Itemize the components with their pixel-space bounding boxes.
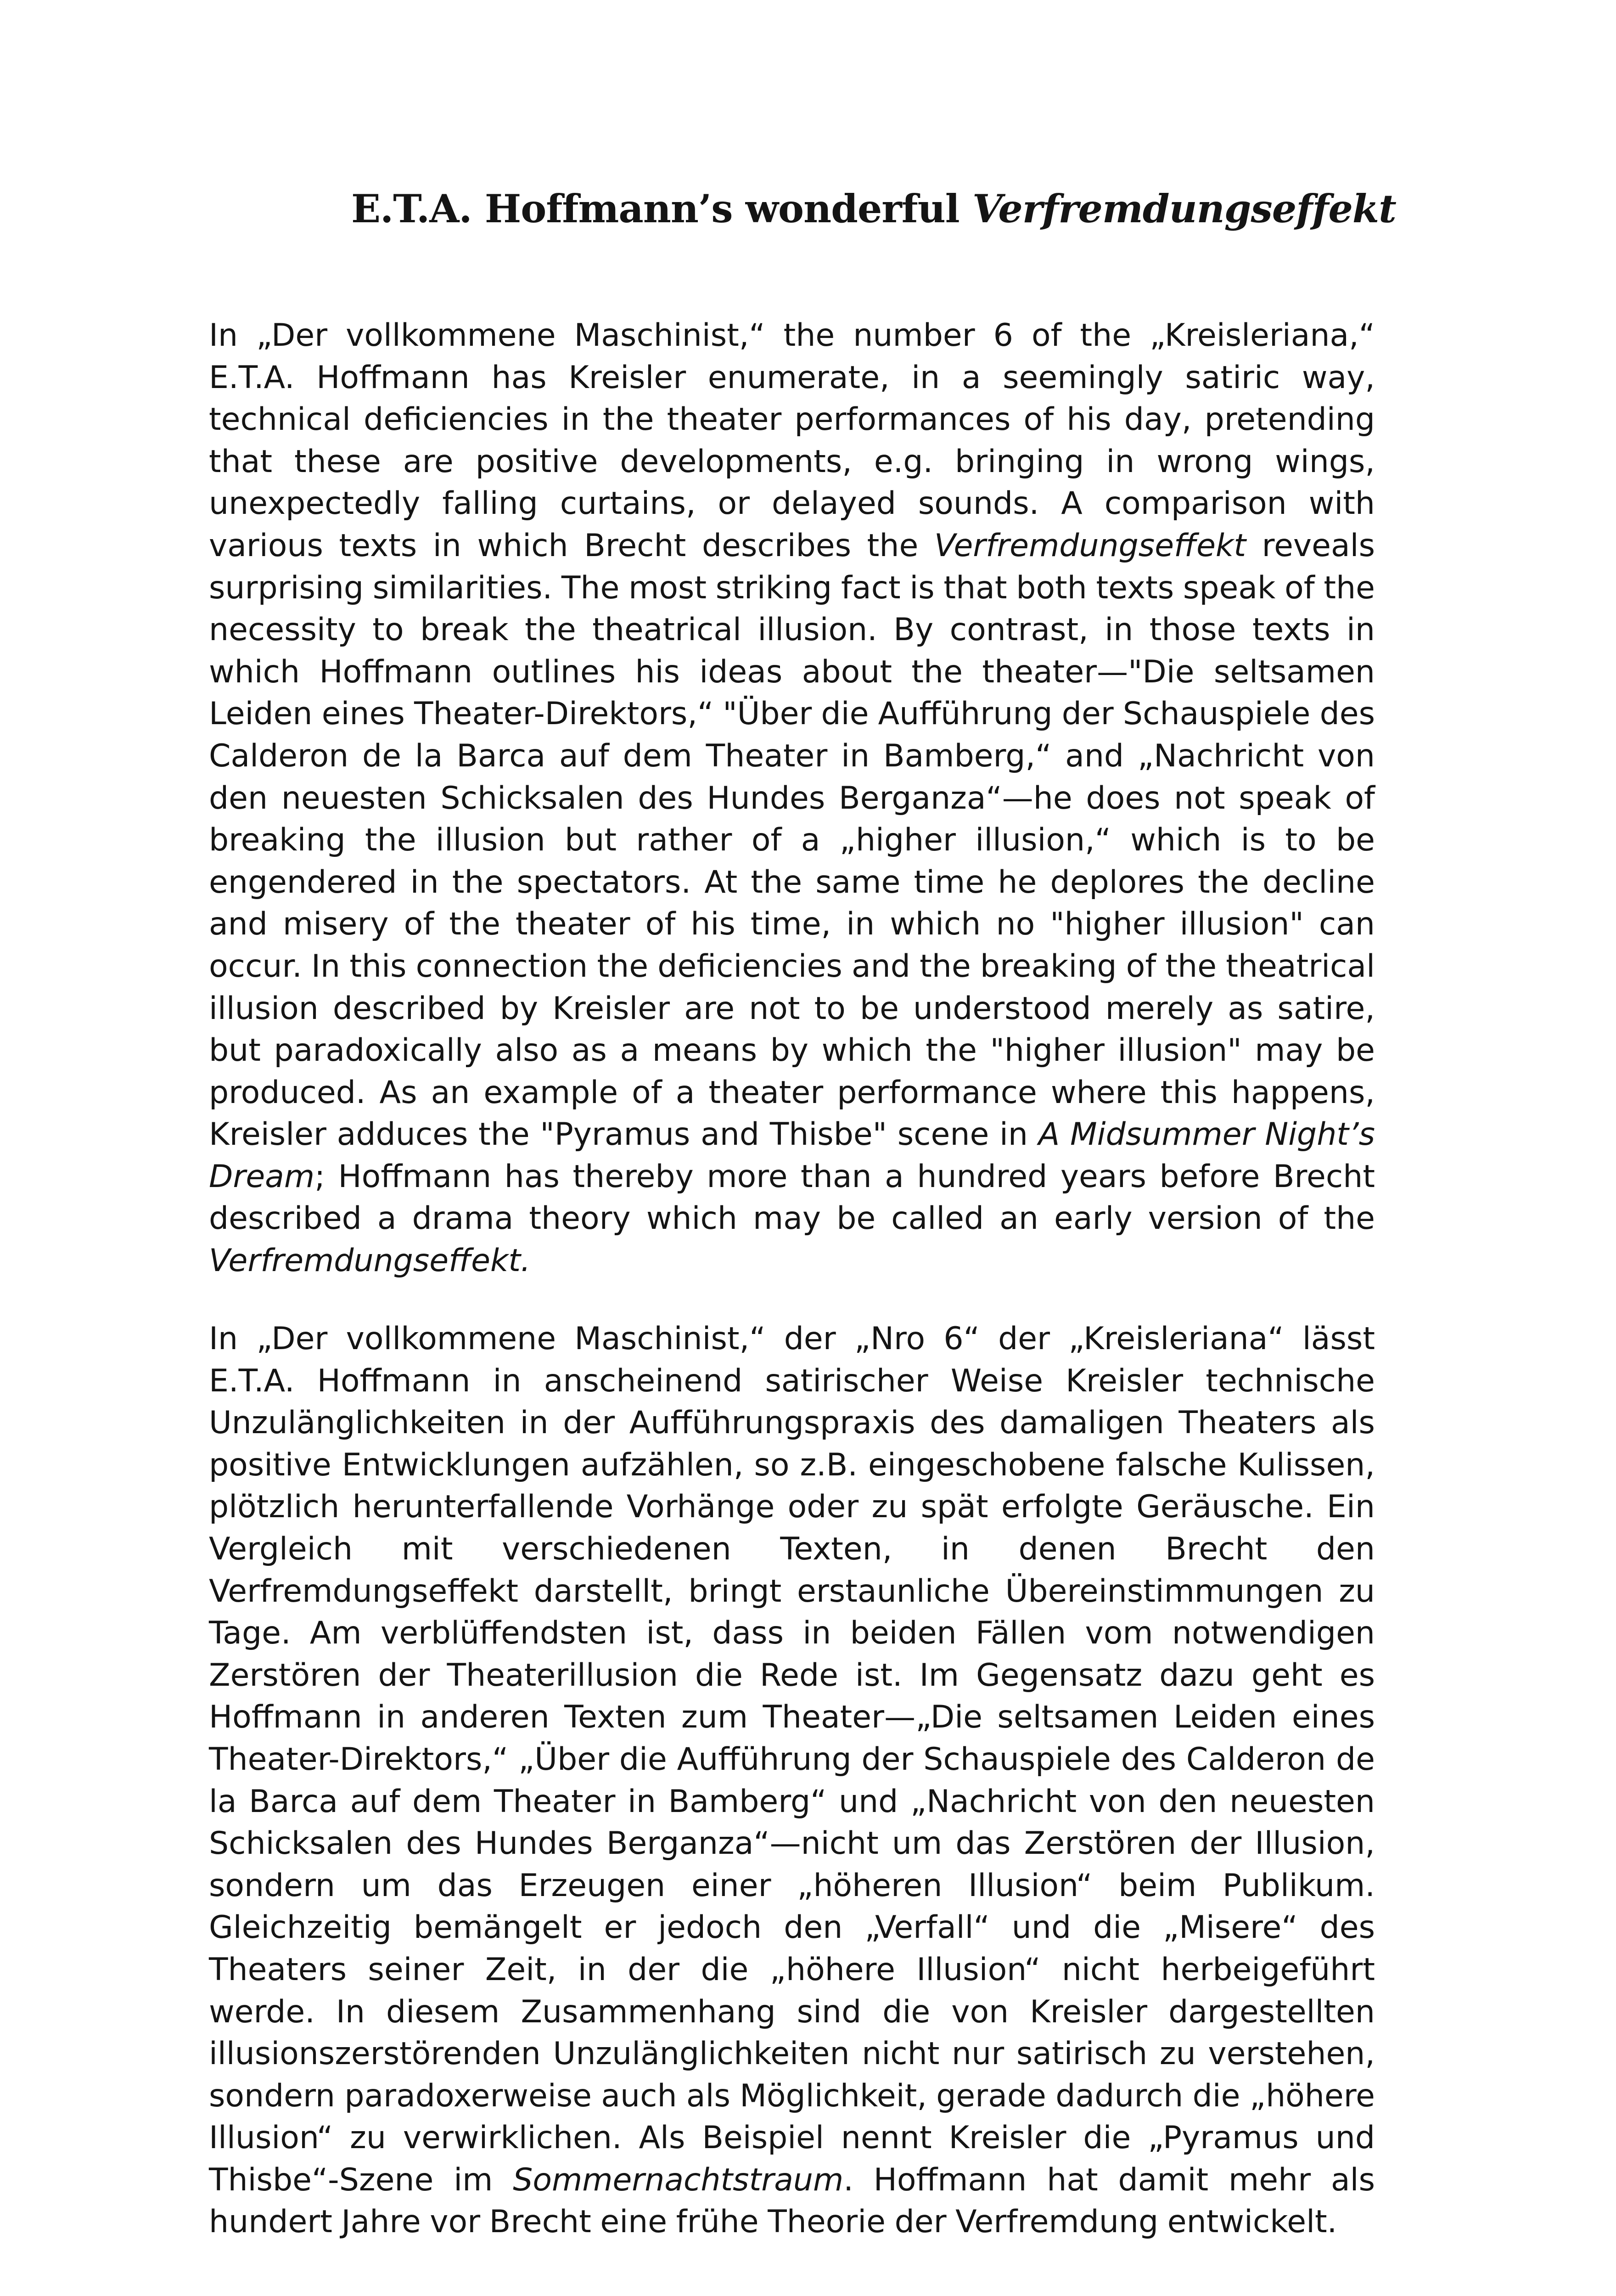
english-text-2: reveals surprising similarities. The most striking fact is that both texts speak of the necessity to break the theatrical illusion. By contrast, in those texts in which Hoffmann outlines his ideas about the theater—"Die seltsamen Leiden eines Theater-Direktors,“ "Über die Aufführung der Schauspiele des Calderon de la Barca auf dem Theater in Bamberg,“ and „Nachricht von den neuesten Schicksalen des Hundes Berganza“—he does not speak of breaking the illusion but rather of a „higher illusion,“ which is to be engendered in the spectators. At the same time he deplores the decline and misery of the theater of his time, in which no "higher illusion" can occur. In this connection the deficiencies and the breaking of the theatrical illusion described by Kreisler are not to be understood merely as satire, but paradoxically also as a means by which the "higher illusion" may be produced. As an example of a theater performance where this happens, Kreisler adduces the "Pyramus and Thisbe" scene in: [209, 527, 1375, 1153]
title-italic-term: Verfremdungseffekt: [972, 186, 1396, 231]
article-title: [209, 184, 1396, 234]
page: [209, 184, 1396, 2240]
english-text-1: In „Der vollkommene Maschinist,“ the number 6 of the „Kreisleriana,“ E.T.A. Hoffmann has Kreisler enumerate, in a seemingly satiric way, technical deficiencies in the theater performances of his day, pretending that these are positive developments, e.g. bringing in wrong wings, unexpectedly falling curtains, or delayed sounds. A comparison with various texts in which Brecht describes the: [209, 317, 1375, 564]
english-italic-2: A Midsummer Night’s Dream: [209, 1116, 1375, 1195]
german-paragraph: [209, 1318, 1375, 2243]
english-italic-1: Verfremdungseffekt: [934, 527, 1246, 564]
english-text-3: ; Hoffmann has thereby more than a hundred years before Brecht described a drama theory which may be called an early version of the: [209, 1158, 1375, 1237]
english-italic-3: Verfremdungseffekt.: [209, 1243, 531, 1279]
german-text-1: In „Der vollkommene Maschinist,“ der „Nro 6“ der „Kreisleriana“ lässt E.T.A. Hoffmann in anscheinend satirischer Weise Kreisler technische Unzulänglichkeiten in der Aufführungspraxis des damaligen Theaters als positive Entwicklungen aufzählen, so z.B. eingeschobene falsche Kulissen, plötzlich herunterfallende Vorhänge oder zu spät erfolgte Geräusche. Ein Vergleich mit verschiedenen Texten, in denen Brecht den Verfremdungseffekt darstellt, bringt erstaunliche Übereinstimmungen zu Tage. Am verblüffendsten ist, dass in beiden Fällen vom notwendigen Zerstören der Theaterillusion die Rede ist. Im Gegensatz dazu geht es Hoffmann in anderen Texten zum Theater—„Die seltsamen Leiden eines Theater-Direktors,“ „Über die Aufführung der Schauspiele des Calderon de la Barca auf dem Theater in Bamberg“ und „Nachricht von den neuesten Schicksalen des Hundes Berganza“—nicht um das Zerstören der Illusion, sondern um das Erzeugen einer „höheren Illusion“ beim Publikum. Gleichzeitig bemängelt er jedoch den „Verfall“ und die „Misere“ des Theaters seiner Zeit, in der die „höhere Illusion“ nicht herbeigeführt werde. In diesem Zusammenhang sind die von Kreisler dargestellten illusionszerstörenden Unzulänglichkeiten nicht nur satirisch zu verstehen, sondern paradoxerweise auch als Möglichkeit, gerade dadurch die „höhere Illusion“ zu verwirklichen. Als Beispiel nennt Kreisler die „Pyramus und Thisbe“-Szene im: [209, 1321, 1375, 2198]
title-text: E.T.A. Hoffmann’s wonderful: [351, 186, 972, 231]
german-text-2: . Hoffmann hat damit mehr als hundert Jahre vor Brecht eine frühe Theorie der Verfremdung entwickelt.: [209, 2161, 1375, 2240]
english-paragraph: [209, 315, 1375, 1282]
german-italic-1: Sommernachtstraum: [513, 2161, 844, 2198]
